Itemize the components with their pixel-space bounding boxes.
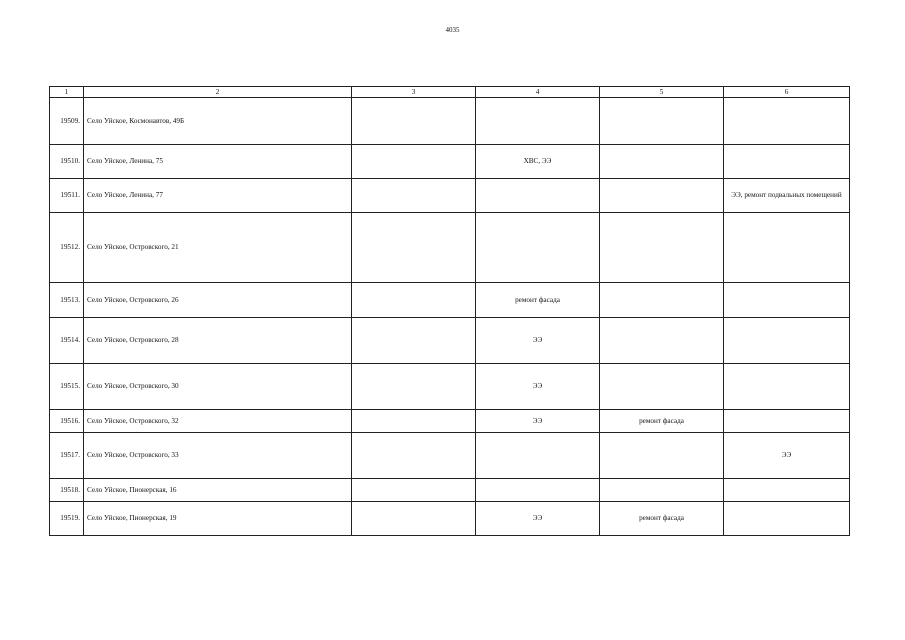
cell-col-6 — [724, 283, 850, 318]
cell-col-5 — [600, 364, 724, 410]
table-row — [50, 145, 850, 179]
address-cell: Село Уйское, Островского, 32 — [84, 410, 352, 433]
cell-col-3 — [352, 283, 476, 318]
cell-col-4 — [476, 213, 600, 283]
registry-table — [49, 86, 850, 536]
cell-col-6 — [724, 364, 850, 410]
address-cell: Село Уйское, Островского, 21 — [84, 213, 352, 283]
cell-col-6 — [724, 410, 850, 433]
cell-col-4: ремонт фасада — [476, 283, 600, 318]
cell-col-4 — [476, 479, 600, 502]
table-row — [50, 98, 850, 145]
cell-col-6 — [724, 502, 850, 536]
row-number: 19509. — [50, 98, 84, 145]
address-cell: Село Уйское, Ленина, 75 — [84, 145, 352, 179]
cell-col-4: ЭЭ — [476, 364, 600, 410]
cell-col-5 — [600, 283, 724, 318]
column-header: 5 — [600, 87, 724, 98]
row-number: 19514. — [50, 318, 84, 364]
table-row — [50, 179, 850, 213]
address-cell: Село Уйское, Островского, 26 — [84, 283, 352, 318]
cell-col-3 — [352, 213, 476, 283]
cell-col-5 — [600, 213, 724, 283]
cell-col-6 — [724, 98, 850, 145]
cell-col-3 — [352, 364, 476, 410]
table-header-row — [50, 87, 850, 98]
table-row — [50, 364, 850, 410]
address-cell: Село Уйское, Островского, 33 — [84, 433, 352, 479]
cell-col-5 — [600, 98, 724, 145]
table-row — [50, 410, 850, 433]
table-row — [50, 213, 850, 283]
row-number: 19518. — [50, 479, 84, 502]
address-cell: Село Уйское, Пионерская, 16 — [84, 479, 352, 502]
cell-col-4: ЭЭ — [476, 318, 600, 364]
cell-col-3 — [352, 179, 476, 213]
column-header: 3 — [352, 87, 476, 98]
row-number: 19519. — [50, 502, 84, 536]
cell-col-6: ЭЭ — [724, 433, 850, 479]
cell-col-5: ремонт фасада — [600, 502, 724, 536]
table-row — [50, 318, 850, 364]
table-row — [50, 433, 850, 479]
address-cell: Село Уйское, Островского, 28 — [84, 318, 352, 364]
cell-col-6 — [724, 318, 850, 364]
column-header: 6 — [724, 87, 850, 98]
cell-col-4: ХВС, ЭЭ — [476, 145, 600, 179]
cell-col-3 — [352, 318, 476, 364]
row-number: 19516. — [50, 410, 84, 433]
column-header: 4 — [476, 87, 600, 98]
cell-col-6 — [724, 479, 850, 502]
cell-col-5 — [600, 179, 724, 213]
row-number: 19510. — [50, 145, 84, 179]
address-cell: Село Уйское, Ленина, 77 — [84, 179, 352, 213]
cell-col-5 — [600, 433, 724, 479]
row-number: 19512. — [50, 213, 84, 283]
table-row — [50, 283, 850, 318]
table-row — [50, 479, 850, 502]
cell-col-3 — [352, 433, 476, 479]
cell-col-6 — [724, 213, 850, 283]
cell-col-3 — [352, 479, 476, 502]
column-header: 2 — [84, 87, 352, 98]
row-number: 19513. — [50, 283, 84, 318]
row-number: 19511. — [50, 179, 84, 213]
cell-col-4 — [476, 433, 600, 479]
cell-col-4: ЭЭ — [476, 502, 600, 536]
cell-col-3 — [352, 98, 476, 145]
column-header: 1 — [50, 87, 84, 98]
cell-col-3 — [352, 502, 476, 536]
row-number: 19517. — [50, 433, 84, 479]
cell-col-4: ЭЭ — [476, 410, 600, 433]
cell-col-6 — [724, 145, 850, 179]
cell-col-3 — [352, 145, 476, 179]
cell-col-5 — [600, 479, 724, 502]
row-number: 19515. — [50, 364, 84, 410]
address-cell: Село Уйское, Космонавтов, 49Б — [84, 98, 352, 145]
cell-col-4 — [476, 98, 600, 145]
address-cell: Село Уйское, Пионерская, 19 — [84, 502, 352, 536]
cell-col-6: ЭЭ, ремонт подвальных помещений — [724, 179, 850, 213]
cell-col-5 — [600, 318, 724, 364]
page-number: 4035 — [445, 26, 460, 34]
cell-col-3 — [352, 410, 476, 433]
address-cell: Село Уйское, Островского, 30 — [84, 364, 352, 410]
cell-col-5: ремонт фасада — [600, 410, 724, 433]
table-row — [50, 502, 850, 536]
cell-col-5 — [600, 145, 724, 179]
cell-col-4 — [476, 179, 600, 213]
